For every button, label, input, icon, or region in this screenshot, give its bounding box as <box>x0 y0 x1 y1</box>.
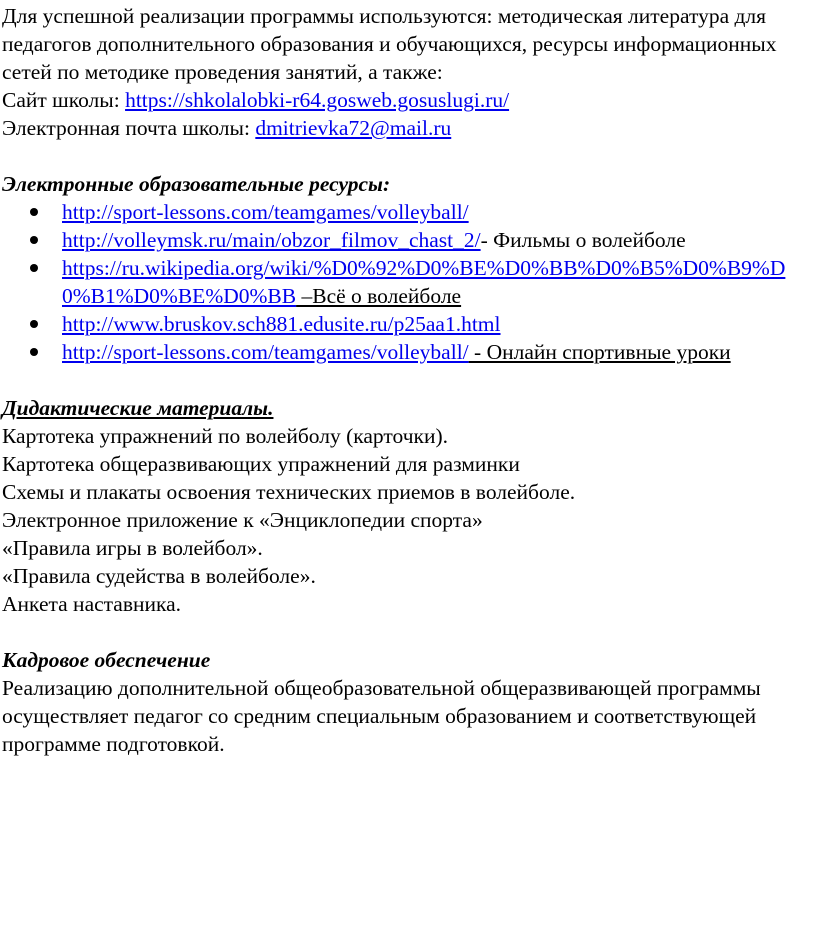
resources-heading: Электронные образовательные ресурсы: <box>2 172 391 196</box>
list-item <box>62 198 806 226</box>
staff-heading: Кадровое обеспечение <box>2 648 211 672</box>
didactic-line-3: Схемы и плакаты освоения технических приемов в волейболе. <box>2 480 576 504</box>
resource-link-2[interactable]: http://volleymsk.ru/main/obzor_filmov_chast_2/ <box>62 228 481 252</box>
resource-desc-3: –Всё о волейболе <box>296 284 462 308</box>
resource-link-1[interactable]: http://sport-lessons.com/teamgames/volleyball/ <box>62 200 469 224</box>
spacer <box>2 618 806 646</box>
resource-link-4[interactable]: http://www.bruskov.sch881.edusite.ru/p25aa1.html <box>62 312 501 336</box>
didactic-line-7: Анкета наставника. <box>2 592 182 616</box>
bullet-icon <box>30 208 38 216</box>
resources-list <box>2 198 806 366</box>
school-email-label: Электронная почта школы: <box>2 116 256 140</box>
bullet-icon <box>30 320 38 328</box>
staff-paragraph: Реализацию дополнительной общеобразовательной общеразвивающей программы осуществляет педагог со средним специальным образованием и соответствующей программе подготовкой. <box>2 676 761 756</box>
school-site-label: Сайт школы: <box>2 88 126 112</box>
didactic-line-6: «Правила судейства в волейболе». <box>2 564 316 588</box>
resource-desc-2: - Фильмы о волейболе <box>480 228 686 252</box>
list-item <box>62 338 806 366</box>
spacer <box>2 366 806 394</box>
didactic-line-5: «Правила игры в волейбол». <box>2 536 263 560</box>
list-item <box>62 226 806 254</box>
bullet-icon <box>30 348 38 356</box>
didactic-line-4: Электронное приложение к «Энциклопедии спорта» <box>2 508 483 532</box>
didactic-line-1: Картотека упражнений по волейболу (карточки). <box>2 424 448 448</box>
bullet-icon <box>30 264 38 272</box>
school-site-line <box>2 86 806 114</box>
school-email-line <box>2 114 806 142</box>
list-item <box>62 254 806 310</box>
bullet-icon <box>30 236 38 244</box>
school-email-link[interactable]: dmitrievka72@mail.ru <box>255 116 452 140</box>
school-site-link[interactable]: https://shkolalobki-r64.gosweb.gosuslugi.ru/ <box>125 88 510 112</box>
resource-link-3[interactable]: https://ru.wikipedia.org/wiki/%D0%92%D0%BE%D0%BB%D0%B5%D0%B9%D0%B1%D0%BE%D0%BB <box>62 256 786 308</box>
resource-link-5[interactable]: http://sport-lessons.com/teamgames/volleyball/ <box>62 340 469 364</box>
didactic-heading: Дидактические материалы. <box>2 396 274 420</box>
spacer <box>2 142 806 170</box>
didactic-line-2: Картотека общеразвивающих упражнений для разминки <box>2 452 520 476</box>
resource-desc-5: - Онлайн спортивные уроки <box>468 340 731 364</box>
list-item <box>62 310 806 338</box>
intro-paragraph: Для успешной реализации программы используются: методическая литература для педагогов дополнительного образования и обучающихся, ресурсы информационных сетей по методике проведения занятий, а также: <box>2 4 777 84</box>
